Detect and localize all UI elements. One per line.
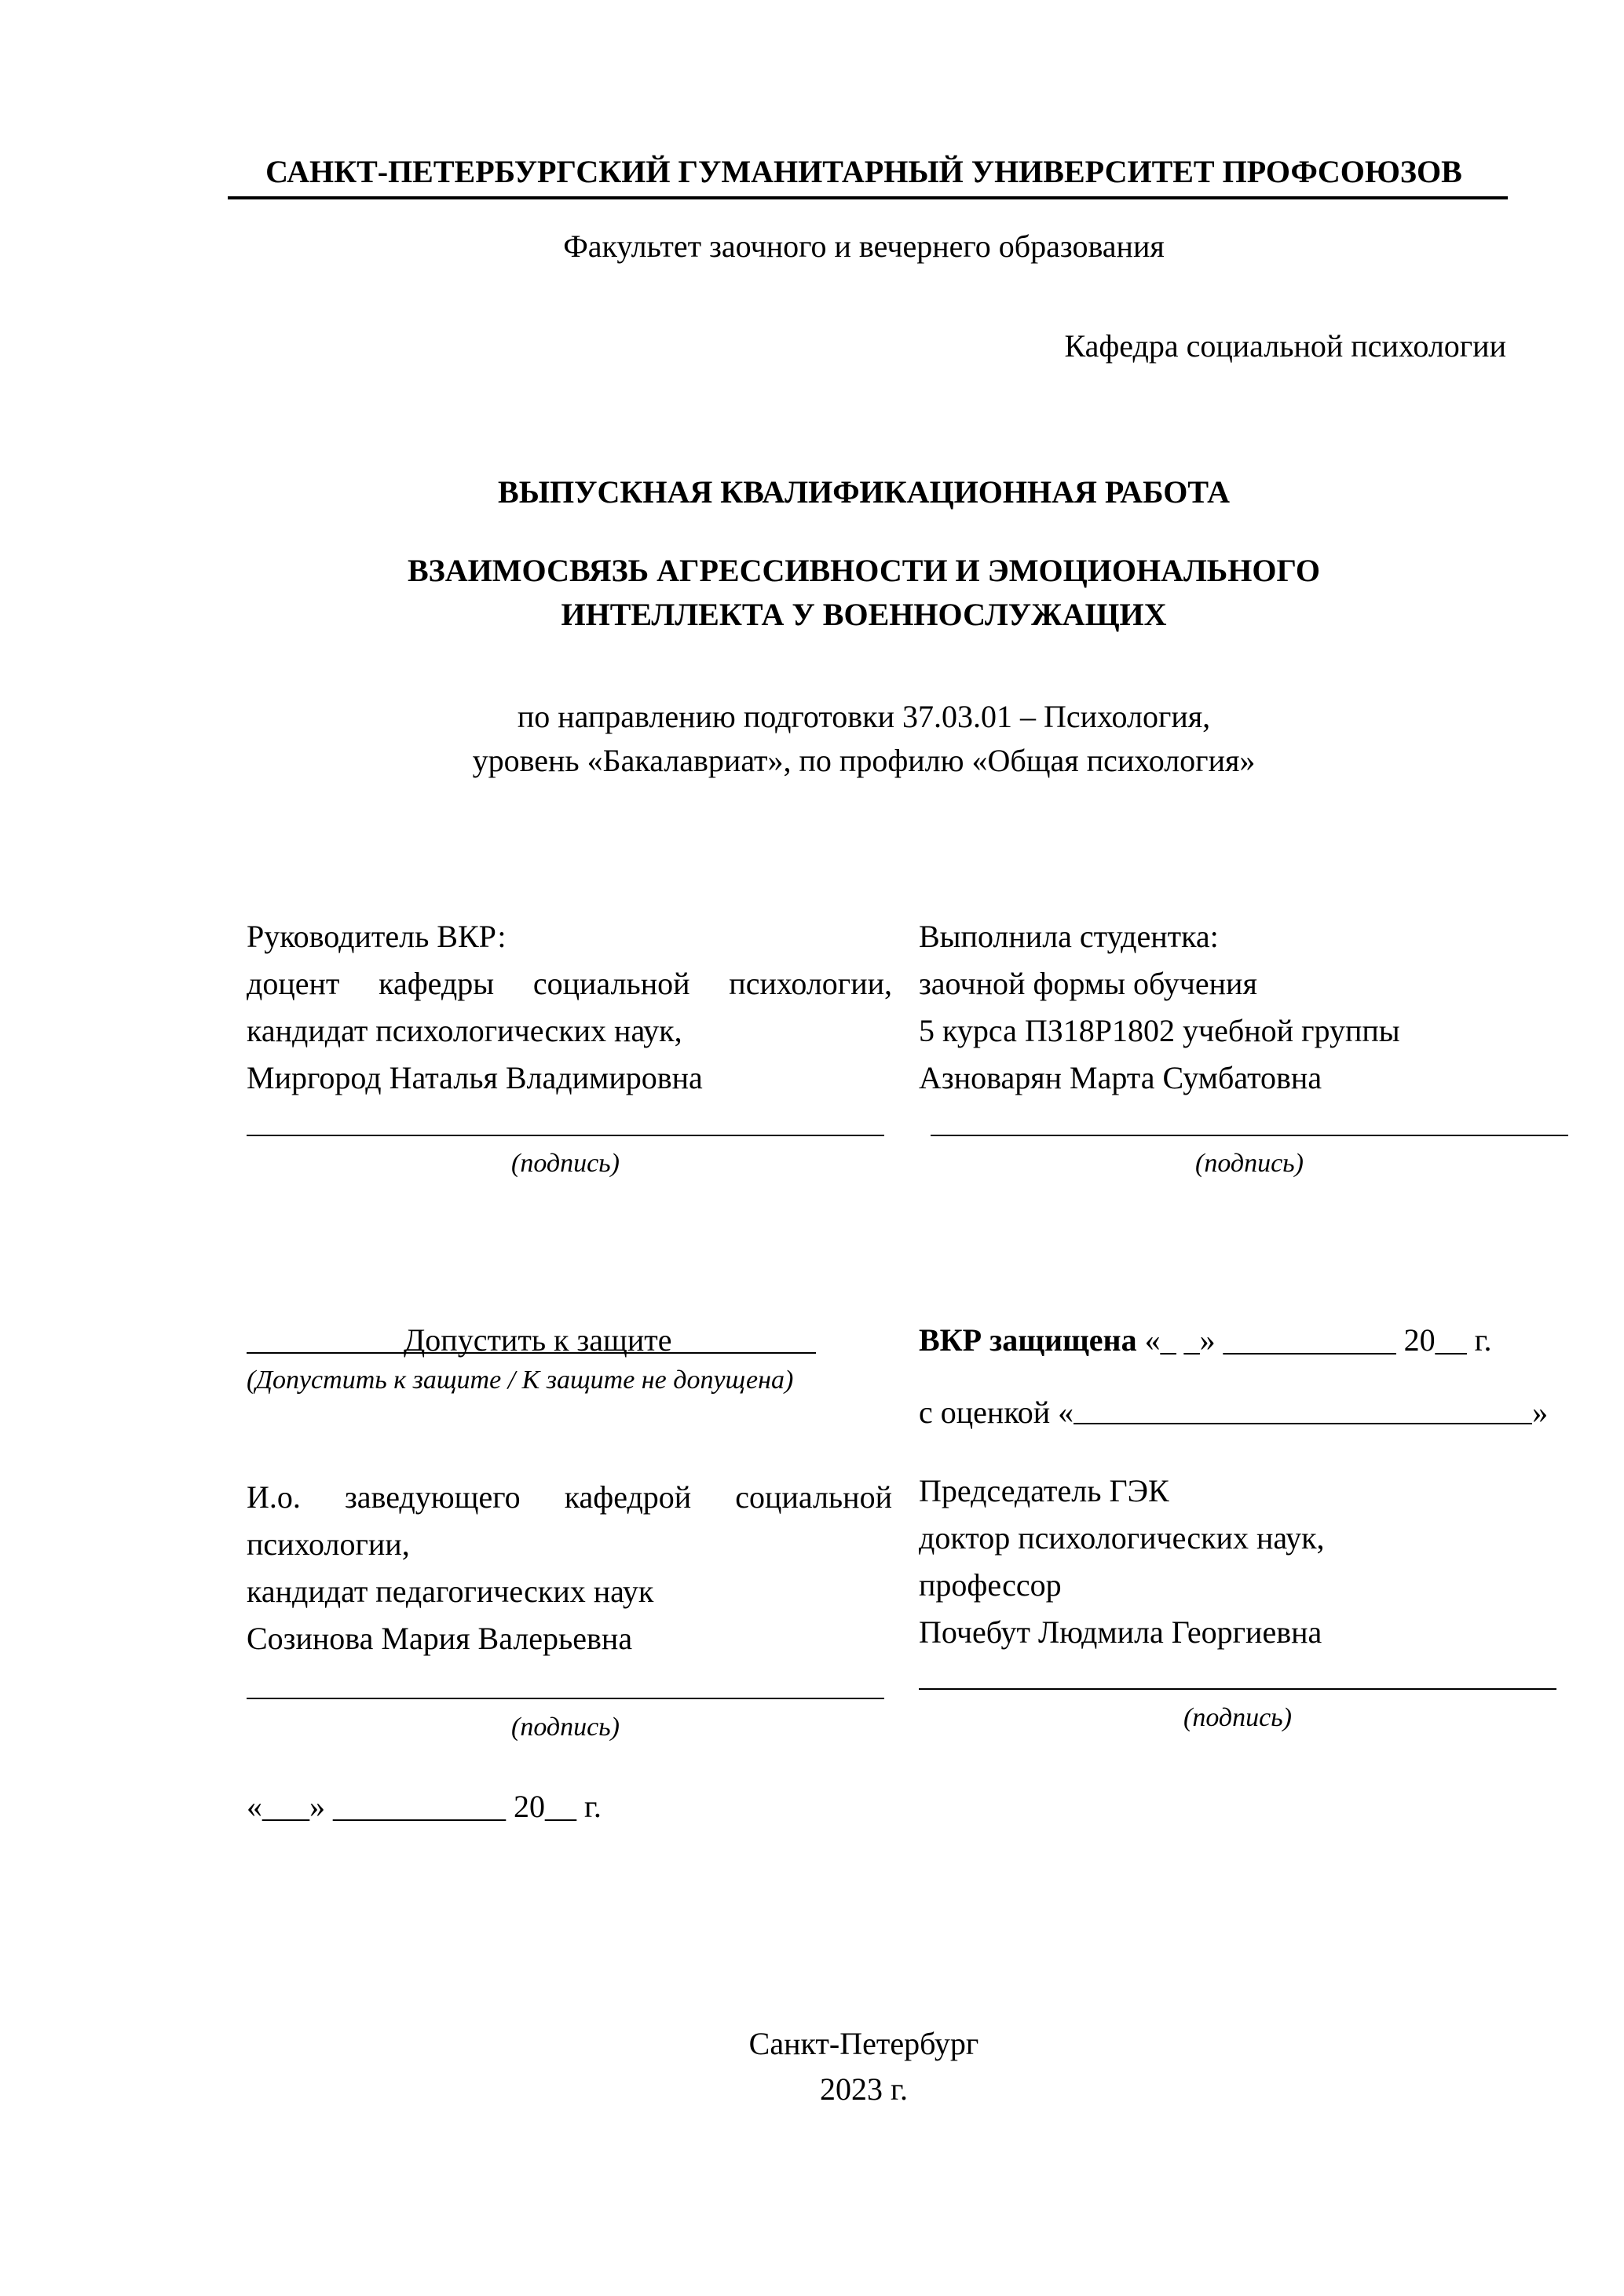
university-name: САНКТ-ПЕТЕРБУРГСКИЙ ГУМАНИТАРНЫЙ УНИВЕРСИТЕТ ПРОФСОЮЗОВ [265, 154, 1462, 189]
head-signature-caption: (подпись) [511, 1713, 620, 1742]
defense-line [919, 1318, 1491, 1363]
supervisor-position: доцент кафедры социальной психологии, [247, 966, 892, 1001]
grade-prefix: с оценкой « [919, 1395, 1074, 1430]
defense-date[interactable]: «_ _» ___________ 20__ г. [1144, 1322, 1492, 1358]
supervisor-degree: кандидат психологических наук, [247, 1013, 682, 1048]
chairman-title: Председатель ГЭК [919, 1473, 1169, 1508]
head-signature-line [247, 1698, 884, 1699]
supervisor-signature-line [247, 1135, 884, 1136]
topic-line-1: ВЗАИМОСВЯЗЬ АГРЕССИВНОСТИ И ЭМОЦИОНАЛЬНОГО [407, 553, 1321, 588]
chairman-signature-line [919, 1688, 1556, 1690]
grade-suffix: » [1532, 1395, 1549, 1430]
defense-label: ВКР защищена [919, 1322, 1137, 1358]
work-type-title: ВЫПУСКНАЯ КВАЛИФИКАЦИОННАЯ РАБОТА [498, 474, 1230, 510]
student-study-form: заочной формы обучения [919, 966, 1257, 1001]
topic-line-2: ИНТЕЛЛЕКТА У ВОЕННОСЛУЖАЩИХ [561, 597, 1167, 632]
head-position-cont: психологии, [247, 1526, 410, 1562]
supervisor-signature-caption: (подпись) [511, 1149, 620, 1178]
direction-line-1: по направлению подготовки 37.03.01 – Психология, [517, 699, 1211, 734]
supervisor-heading: Руководитель ВКР: [247, 919, 507, 954]
footer-city: Санкт-Петербург [748, 2026, 979, 2061]
admission-decision-field[interactable] [247, 1318, 867, 1363]
student-heading: Выполнила студентка: [919, 919, 1219, 954]
supervisor-name: Миргород Наталья Владимировна [247, 1060, 703, 1095]
faculty-name: Факультет заочного и вечернего образования [563, 229, 1165, 264]
head-degree: кандидат педагогических наук [247, 1574, 654, 1609]
student-group: 5 курса ПЗ18Р1802 учебной группы [919, 1013, 1400, 1048]
student-signature-caption: (подпись) [1195, 1149, 1304, 1178]
admission-decision: Допустить к защите [404, 1318, 671, 1354]
grade-blank[interactable] [1074, 1390, 1532, 1424]
head-name: Созинова Мария Валерьевна [247, 1621, 633, 1656]
header-rule [228, 196, 1508, 199]
admission-caption: (Допустить к защите / К защите не допущена) [247, 1366, 794, 1395]
grade-line[interactable] [919, 1390, 1548, 1435]
chairman-degree: доктор психологических наук, [919, 1520, 1325, 1556]
footer-year: 2023 г. [820, 2071, 908, 2107]
student-name: Азноварян Марта Сумбатовна [919, 1060, 1322, 1095]
chairman-name: Почебут Людмила Георгиевна [919, 1614, 1322, 1650]
direction-line-2: уровень «Бакалавриат», по профилю «Общая психология» [472, 743, 1256, 778]
chairman-rank: профессор [919, 1567, 1062, 1603]
head-signature-date[interactable]: «___» ___________ 20__ г. [247, 1789, 602, 1824]
student-signature-line [931, 1135, 1568, 1136]
head-position: И.о. заведующего кафедрой социальной [247, 1479, 892, 1515]
chairman-signature-caption: (подпись) [1183, 1703, 1292, 1732]
department-name: Кафедра социальной психологии [1064, 328, 1506, 364]
